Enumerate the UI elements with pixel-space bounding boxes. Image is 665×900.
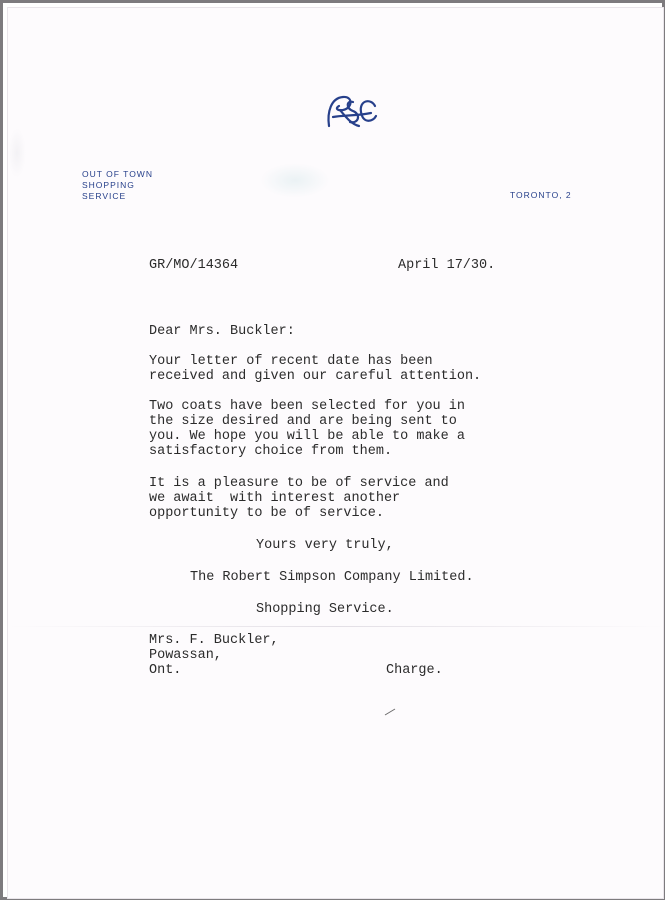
department-block: [82, 169, 153, 202]
paragraph-line: received and given our careful attention.: [149, 369, 482, 384]
recipient-line: Ont.: [149, 663, 182, 678]
ink-smudge: [260, 163, 330, 198]
rsc-monogram-icon: [323, 92, 379, 132]
paragraph-line: Two coats have been selected for you in: [149, 399, 465, 414]
paragraph-line: satisfactory choice from them.: [149, 444, 393, 459]
department-signature: Shopping Service.: [256, 602, 394, 617]
ink-smudge: [8, 128, 26, 178]
paragraph-line: It is a pleasure to be of service and: [149, 476, 449, 491]
paragraph-line: opportunity to be of service.: [149, 506, 384, 521]
pencil-mark: [384, 708, 396, 716]
salutation: Dear Mrs. Buckler:: [149, 324, 295, 339]
city-label: TORONTO, 2: [510, 190, 572, 200]
paper-fold-line: [8, 626, 665, 627]
dept-line: OUT OF TOWN: [82, 169, 153, 179]
dept-line: SHOPPING: [82, 180, 135, 190]
paragraph-line: you. We hope you will be able to make a: [149, 429, 465, 444]
company-name: The Robert Simpson Company Limited.: [190, 570, 474, 585]
letter-page: [7, 7, 664, 899]
paragraph-line: Your letter of recent date has been: [149, 354, 433, 369]
reference-number: GR/MO/14364: [149, 258, 239, 273]
letter-date: April 17/30.: [398, 258, 496, 273]
recipient-line: Powassan,: [149, 648, 222, 663]
paragraph-line: the size desired and are being sent to: [149, 414, 457, 429]
recipient-line: Mrs. F. Buckler,: [149, 633, 279, 648]
closing: Yours very truly,: [256, 538, 394, 553]
dept-line: SERVICE: [82, 191, 127, 201]
charge-note: Charge.: [386, 663, 443, 678]
paragraph-line: we await with interest another: [149, 491, 401, 506]
